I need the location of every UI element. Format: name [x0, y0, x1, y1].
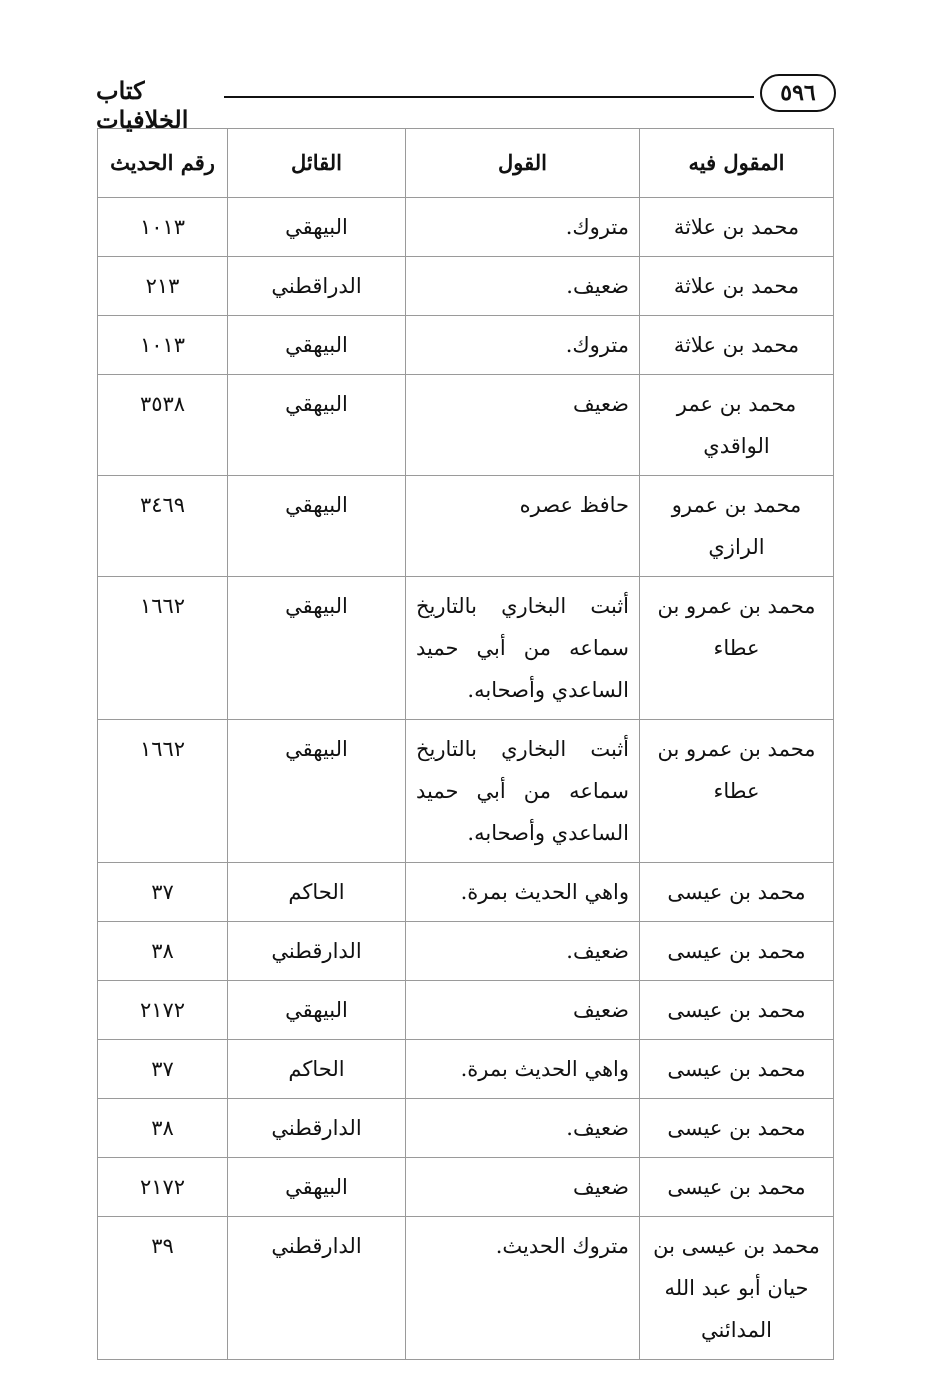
table-row	[98, 1040, 834, 1099]
saying-cell: واهي الحديث بمرة.	[406, 1040, 640, 1099]
speaker-cell: البيهقي	[228, 198, 406, 257]
saying-cell: ضعيف	[406, 1158, 640, 1217]
subject-cell: محمد بن عمرو الرازي	[640, 476, 834, 577]
narrators-table	[97, 128, 834, 1360]
speaker-cell: الدراقطني	[228, 257, 406, 316]
subject-cell: محمد بن عيسى	[640, 1158, 834, 1217]
saying-cell: متروك.	[406, 198, 640, 257]
speaker-cell: البيهقي	[228, 577, 406, 720]
subject-cell: محمد بن علاثة	[640, 316, 834, 375]
subject-cell: محمد بن عيسى	[640, 922, 834, 981]
saying-cell: أثبت البخاري بالتاريخ سماعه من أبي حميد الساعدي وأصحابه.	[406, 577, 640, 720]
table-row	[98, 981, 834, 1040]
hadith-number-cell: ٣٧	[98, 1040, 228, 1099]
saying-cell: واهي الحديث بمرة.	[406, 863, 640, 922]
table-row	[98, 922, 834, 981]
saying-cell: ضعيف.	[406, 257, 640, 316]
table-row	[98, 476, 834, 577]
table-row	[98, 1158, 834, 1217]
hadith-number-cell: ٢١٣	[98, 257, 228, 316]
table-row	[98, 1217, 834, 1360]
table-row	[98, 863, 834, 922]
table-row	[98, 720, 834, 863]
table-row	[98, 198, 834, 257]
subject-cell: محمد بن عمرو بن عطاء	[640, 577, 834, 720]
hadith-number-cell: ٣٨	[98, 922, 228, 981]
hadith-number-cell: ٣٤٦٩	[98, 476, 228, 577]
speaker-cell: البيهقي	[228, 1158, 406, 1217]
speaker-cell: الحاكم	[228, 863, 406, 922]
subject-cell: محمد بن عيسى	[640, 863, 834, 922]
saying-cell: ضعيف	[406, 375, 640, 476]
saying-cell: متروك الحديث.	[406, 1217, 640, 1360]
subject-cell: محمد بن عيسى	[640, 1040, 834, 1099]
table-row	[98, 257, 834, 316]
speaker-cell: البيهقي	[228, 476, 406, 577]
speaker-cell: الدارقطني	[228, 922, 406, 981]
speaker-cell: البيهقي	[228, 375, 406, 476]
hadith-number-cell: ١٦٦٢	[98, 577, 228, 720]
subject-cell: محمد بن عمرو بن عطاء	[640, 720, 834, 863]
table-row	[98, 375, 834, 476]
saying-cell: متروك.	[406, 316, 640, 375]
column-header-speaker: القائل	[228, 129, 406, 198]
speaker-cell: البيهقي	[228, 981, 406, 1040]
subject-cell: محمد بن علاثة	[640, 198, 834, 257]
table-header-row	[98, 129, 834, 198]
table-row	[98, 1099, 834, 1158]
subject-cell: محمد بن علاثة	[640, 257, 834, 316]
hadith-number-cell: ١٦٦٢	[98, 720, 228, 863]
header-rule	[224, 96, 754, 98]
hadith-number-cell: ١٠١٣	[98, 316, 228, 375]
column-header-subject: المقول فيه	[640, 129, 834, 198]
table-row	[98, 316, 834, 375]
speaker-cell: البيهقي	[228, 720, 406, 863]
hadith-number-cell: ٣٨	[98, 1099, 228, 1158]
saying-cell: ضعيف	[406, 981, 640, 1040]
hadith-number-cell: ٣٥٣٨	[98, 375, 228, 476]
saying-cell: ضعيف.	[406, 1099, 640, 1158]
subject-cell: محمد بن عيسى بن حيان أبو عبد الله المدائني	[640, 1217, 834, 1360]
subject-cell: محمد بن عيسى	[640, 1099, 834, 1158]
column-header-hadith-number: رقم الحديث	[98, 129, 228, 198]
hadith-number-cell: ١٠١٣	[98, 198, 228, 257]
page-header	[96, 66, 838, 134]
book-title: كتاب الخلافيات	[96, 76, 189, 134]
hadith-number-cell: ٢١٧٢	[98, 981, 228, 1040]
speaker-cell: الدارقطني	[228, 1099, 406, 1158]
hadith-number-cell: ٢١٧٢	[98, 1158, 228, 1217]
hadith-number-cell: ٣٧	[98, 863, 228, 922]
subject-cell: محمد بن عمر الواقدي	[640, 375, 834, 476]
saying-cell: أثبت البخاري بالتاريخ سماعه من أبي حميد الساعدي وأصحابه.	[406, 720, 640, 863]
speaker-cell: البيهقي	[228, 316, 406, 375]
page-number: ٥٩٦	[760, 74, 836, 112]
subject-cell: محمد بن عيسى	[640, 981, 834, 1040]
hadith-number-cell: ٣٩	[98, 1217, 228, 1360]
table-row	[98, 577, 834, 720]
speaker-cell: الدارقطني	[228, 1217, 406, 1360]
speaker-cell: الحاكم	[228, 1040, 406, 1099]
saying-cell: ضعيف.	[406, 922, 640, 981]
saying-cell: حافظ عصره	[406, 476, 640, 577]
column-header-saying: القول	[406, 129, 640, 198]
